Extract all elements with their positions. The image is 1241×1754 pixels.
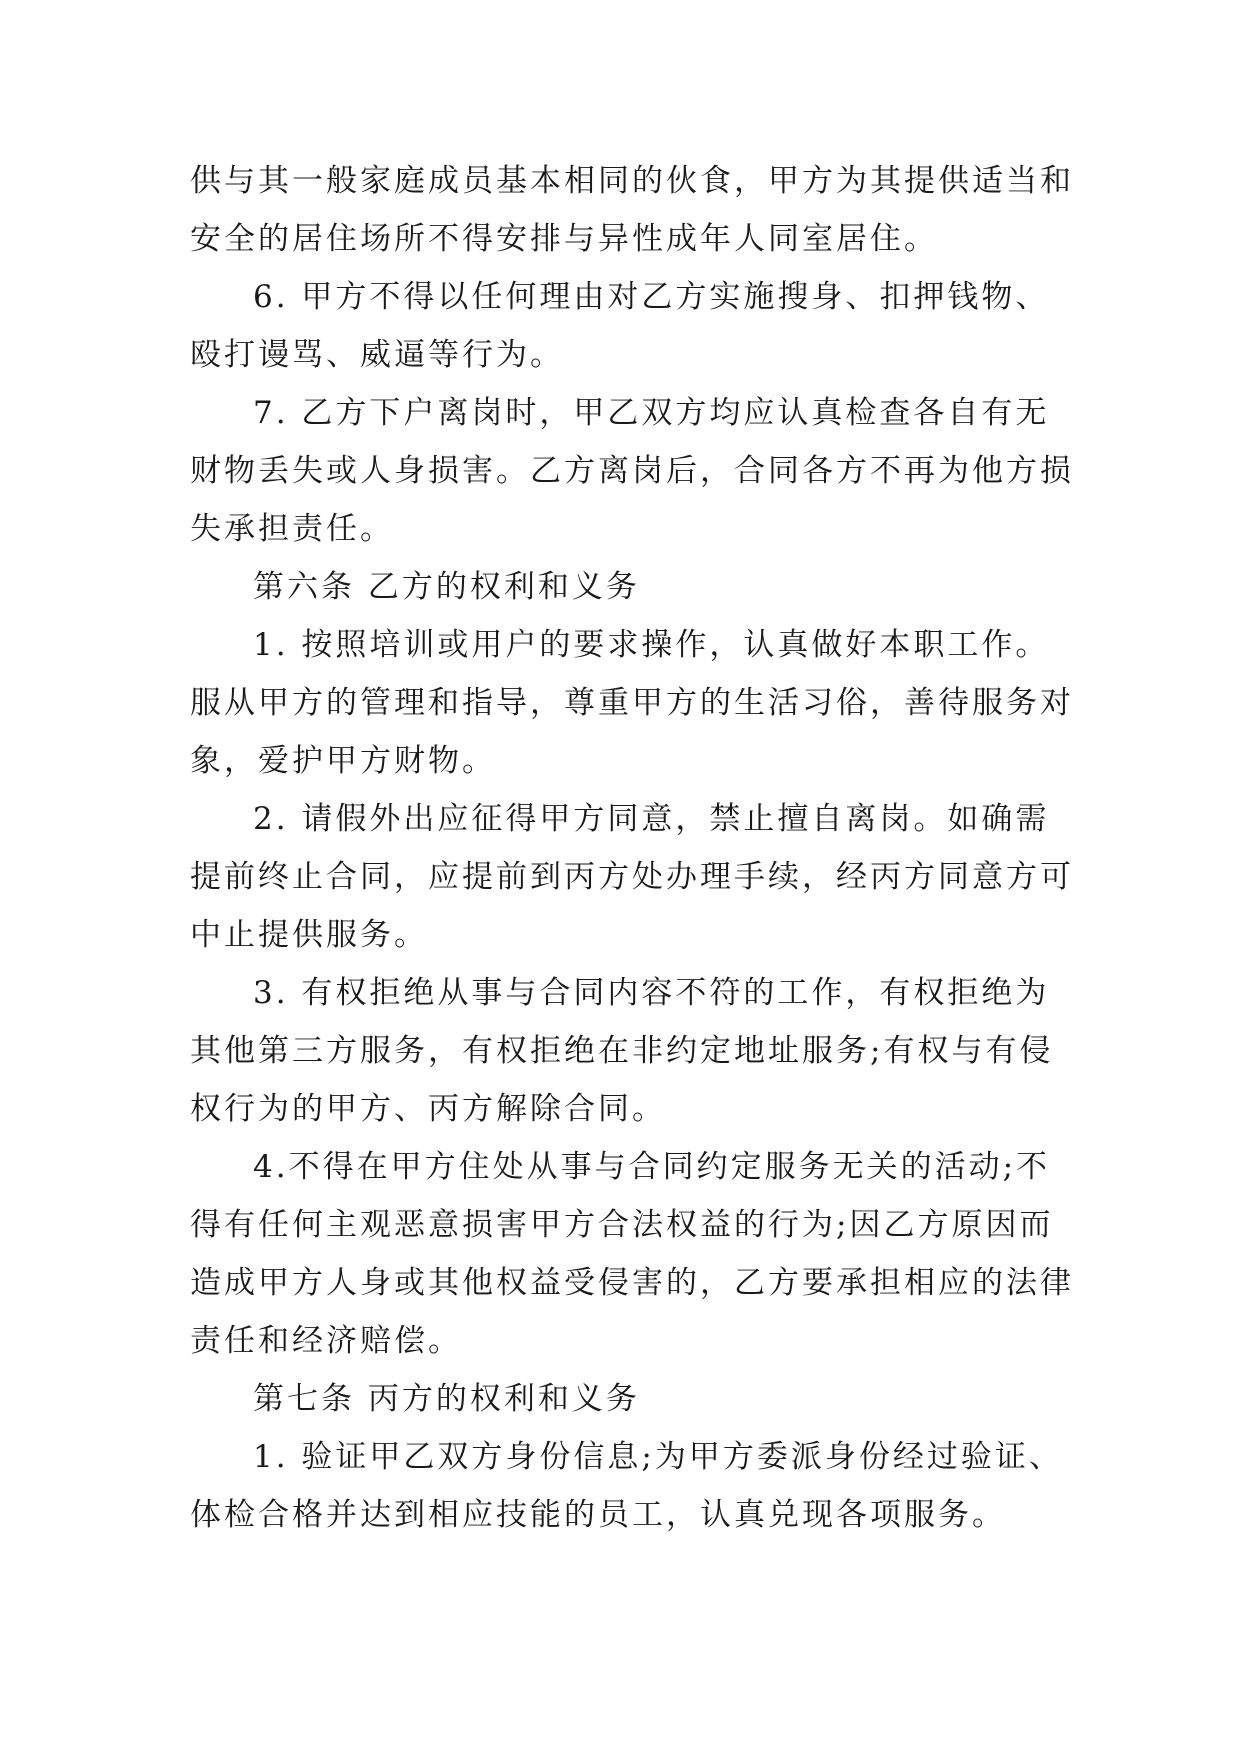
text-line: 4.不得在甲方住处从事与合同约定服务无关的活动;不 xyxy=(253,1149,1051,1185)
text-line: 其他第三方服务，有权拒绝在非约定地址服务;有权与有侵 xyxy=(190,1033,1054,1069)
text-line: 权行为的甲方、丙方解除合同。 xyxy=(190,1091,666,1127)
text-line: 供与其一般家庭成员基本相同的伙食，甲方为其提供适当和 xyxy=(190,163,1074,199)
text-line: 失承担责任。 xyxy=(190,511,394,547)
text-line: 殴打谩骂、威逼等行为。 xyxy=(190,337,564,373)
text-line: 责任和经济赔偿。 xyxy=(190,1323,462,1359)
text-line: 中止提供服务。 xyxy=(190,917,428,953)
text-line: 3. 有权拒绝从事与合同内容不符的工作，有权拒绝为 xyxy=(253,975,1050,1011)
text-line: 7. 乙方下户离岗时，甲乙双方均应认真检查各自有无 xyxy=(253,395,1050,431)
section-heading: 第七条 丙方的权利和义务 xyxy=(253,1381,640,1417)
section-heading: 第六条 乙方的权利和义务 xyxy=(253,569,640,605)
text-line: 1. 按照培训或用户的要求操作，认真做好本职工作。 xyxy=(253,627,1050,663)
text-line: 象，爱护甲方财物。 xyxy=(190,743,496,779)
text-line: 得有任何主观恶意损害甲方合法权益的行为;因乙方原因而 xyxy=(190,1207,1054,1243)
text-line: 体检合格并达到相应技能的员工，认真兑现各项服务。 xyxy=(190,1497,1006,1533)
text-line: 1. 验证甲乙双方身份信息;为甲方委派身份经过验证、 xyxy=(253,1439,1063,1475)
text-line: 提前终止合同，应提前到丙方处办理手续，经丙方同意方可 xyxy=(190,859,1074,895)
text-line: 造成甲方人身或其他权益受侵害的，乙方要承担相应的法律 xyxy=(190,1265,1074,1301)
text-line: 财物丢失或人身损害。乙方离岗后，合同各方不再为他方损 xyxy=(190,453,1074,489)
text-line: 安全的居住场所不得安排与异性成年人同室居住。 xyxy=(190,221,938,257)
text-line: 服从甲方的管理和指导，尊重甲方的生活习俗，善待服务对 xyxy=(190,685,1074,721)
text-line: 2. 请假外出应征得甲方同意，禁止擅自离岗。如确需 xyxy=(253,801,1050,837)
document-page xyxy=(190,152,1074,1544)
text-line: 6. 甲方不得以任何理由对乙方实施搜身、扣押钱物、 xyxy=(253,279,1050,315)
